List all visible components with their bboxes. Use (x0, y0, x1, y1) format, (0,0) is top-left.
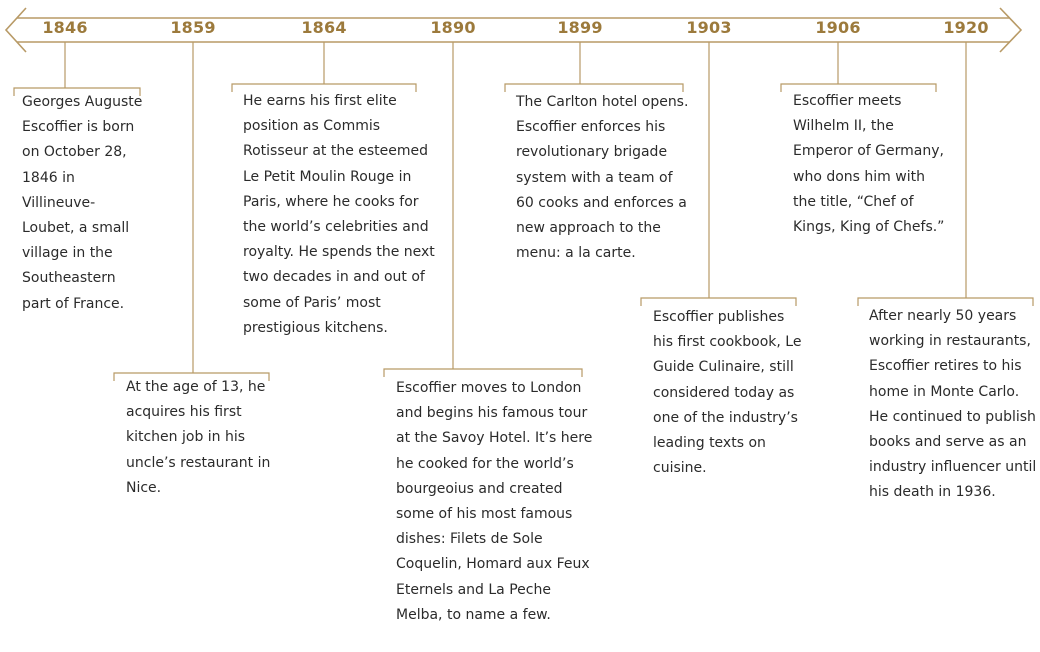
event-description: The Carlton hotel opens. Escoffier enforces his revolutionary brigade system with a team of 60 cooks and enforces a new approach to the menu: a la carte. (516, 94, 689, 262)
event-description: Georges Auguste Escoffier is born on October 28, 1846 in Villineuve- Loubet, a small village in the Southeastern part of France. (22, 94, 143, 312)
event-description: After nearly 50 years working in restaurants, Escoffier retires to his home in Monte Carlo. He continued to publish books and serve as an industry influencer until his death in 1936. (869, 308, 1037, 501)
event-description: He earns his first elite position as Commis Rotisseur at the esteemed Le Petit Moulin Rouge in Paris, where he cooks for the world’s celebrities and royalty. He spends the next two decades in and out of some of Paris’ most prestigious kitchens. (243, 93, 435, 336)
right-arrowhead (1000, 8, 1021, 52)
event-description: Escoffier meets Wilhelm II, the Emperor of Germany, who dons him with the title, “Chef of Kings, King of Chefs.” (793, 93, 945, 236)
event-description: Escoffier moves to London and begins his famous tour at the Savoy Hotel. It’s here he cooked for the world’s bourgeoius and created some of his most famous dishes: Filets de Sole Coquelin, Homard aux Feux Eternels and La Peche Melba, to name a few. (396, 380, 593, 623)
year-label: 1899 (557, 18, 603, 37)
year-label: 1890 (430, 18, 476, 37)
year-label: 1920 (943, 18, 989, 37)
year-label: 1846 (42, 18, 88, 37)
year-label: 1903 (686, 18, 732, 37)
event-description: Escoffier publishes his first cookbook, Le Guide Culinaire, still considered today as one of the industry’s leading texts on cuisine. (653, 309, 802, 477)
event-description: At the age of 13, he acquires his first kitchen job in his uncle’s restaurant in Nice. (126, 379, 271, 496)
year-label: 1859 (170, 18, 216, 37)
left-arrowhead (6, 8, 26, 52)
year-label: 1906 (815, 18, 861, 37)
year-label: 1864 (301, 18, 347, 37)
